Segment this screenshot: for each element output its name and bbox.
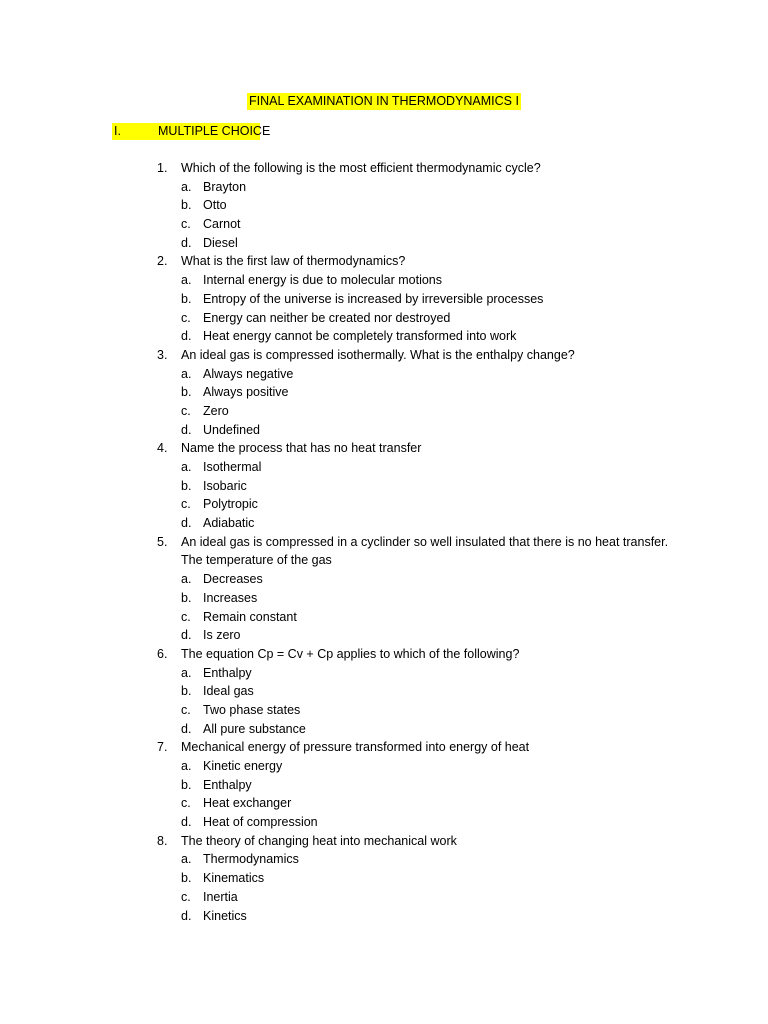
- option-text: Remain constant: [203, 609, 297, 624]
- section-heading: [112, 123, 271, 140]
- answer-option: [0, 178, 768, 197]
- option-text: Carnot: [203, 217, 241, 232]
- answer-option: [0, 271, 768, 290]
- answer-option: [0, 570, 768, 589]
- question-item: [0, 159, 768, 178]
- option-text: Energy can neither be created nor destroyed: [203, 310, 451, 325]
- option-letter: a.: [181, 179, 192, 194]
- option-text: Two phase states: [203, 702, 301, 717]
- answer-option: [0, 589, 768, 608]
- answer-option: [0, 383, 768, 402]
- option-letter: d.: [181, 422, 192, 437]
- question-text: An ideal gas is compressed isothermally. What is the enthalpy change?: [181, 347, 575, 362]
- option-letter: c.: [181, 889, 191, 904]
- option-letter: a.: [181, 273, 192, 288]
- option-letter: a.: [181, 572, 192, 587]
- answer-option: [0, 495, 768, 514]
- option-text: Is zero: [203, 628, 241, 643]
- option-text: Isothermal: [203, 460, 262, 474]
- option-letter: a.: [181, 460, 192, 474]
- question-item: [0, 738, 768, 757]
- option-text: Undefined: [203, 422, 260, 437]
- option-text: Adiabatic: [203, 516, 255, 531]
- option-letter: c.: [181, 609, 191, 624]
- answer-option: [0, 290, 768, 309]
- answer-option: [0, 608, 768, 627]
- option-letter: c.: [181, 796, 191, 811]
- option-letter: d.: [181, 908, 192, 923]
- answer-option: [0, 626, 768, 645]
- option-letter: b.: [181, 478, 192, 493]
- question-item: [0, 533, 768, 552]
- answer-option: [0, 402, 768, 421]
- option-text: Kinetic energy: [203, 759, 283, 773]
- option-text: Kinematics: [203, 871, 265, 886]
- option-text: Heat exchanger: [203, 796, 292, 811]
- option-text: Always negative: [203, 366, 294, 381]
- option-text: All pure substance: [203, 721, 306, 736]
- option-letter: a.: [181, 366, 192, 381]
- answer-option: [0, 327, 768, 346]
- option-letter: a.: [181, 852, 192, 867]
- option-letter: d.: [181, 628, 192, 643]
- option-text: Heat energy cannot be completely transformed into work: [203, 329, 517, 344]
- answer-option: [0, 664, 768, 683]
- question-list: [0, 159, 768, 925]
- option-text: Ideal gas: [203, 684, 254, 699]
- answer-option: [0, 477, 768, 496]
- option-text: Internal energy is due to molecular motions: [203, 273, 443, 288]
- answer-option: [0, 365, 768, 384]
- title-container: [0, 93, 768, 110]
- answer-option: [0, 514, 768, 533]
- option-text: Enthalpy: [203, 777, 252, 792]
- answer-option: [0, 776, 768, 795]
- question-text: Name the process that has no heat transfer: [181, 441, 422, 456]
- option-text: Increases: [203, 590, 258, 605]
- option-text: Inertia: [203, 889, 238, 904]
- answer-option: [0, 458, 768, 477]
- option-letter: c.: [181, 217, 191, 232]
- question-item: [0, 252, 768, 271]
- answer-option: [0, 850, 768, 869]
- question-number: 4.: [157, 441, 168, 456]
- question-text: An ideal gas is compressed in a cyclinder so well insulated that there is no heat transfer.: [181, 534, 669, 549]
- option-letter: c.: [181, 310, 191, 325]
- option-text: Polytropic: [203, 497, 258, 512]
- question-item: [0, 645, 768, 664]
- option-text: Heat of compression: [203, 815, 318, 830]
- question-text: Mechanical energy of pressure transformed into energy of heat: [181, 740, 530, 755]
- option-letter: b.: [181, 871, 192, 886]
- exam-title: FINAL EXAMINATION IN THERMODYNAMICS I: [249, 94, 519, 108]
- question-number: 2.: [157, 254, 168, 269]
- option-text: Diesel: [203, 235, 238, 250]
- answer-option: [0, 720, 768, 739]
- question-number: 3.: [157, 347, 168, 362]
- question-text: The equation Cp = Cv + Cp applies to which of the following?: [181, 646, 520, 661]
- option-letter: b.: [181, 590, 192, 605]
- question-text: The theory of changing heat into mechanical work: [181, 833, 457, 848]
- answer-option: [0, 421, 768, 440]
- answer-option: [0, 813, 768, 832]
- answer-option: [0, 757, 768, 776]
- option-text: Zero: [203, 403, 229, 418]
- option-letter: b.: [181, 684, 192, 699]
- answer-option: [0, 309, 768, 328]
- option-text: Enthalpy: [203, 665, 252, 680]
- option-text: Isobaric: [203, 478, 247, 493]
- option-letter: b.: [181, 198, 192, 213]
- option-text: Decreases: [203, 572, 263, 587]
- option-letter: d.: [181, 721, 192, 736]
- option-letter: a.: [181, 759, 192, 773]
- option-letter: d.: [181, 329, 192, 344]
- answer-option: [0, 907, 768, 926]
- option-letter: c.: [181, 702, 191, 717]
- option-text: Always positive: [203, 385, 289, 400]
- answer-option: [0, 196, 768, 215]
- answer-option: [0, 701, 768, 720]
- question-number: 1.: [157, 161, 168, 175]
- answer-option: [0, 888, 768, 907]
- question-number: 7.: [157, 740, 168, 755]
- answer-option: [0, 215, 768, 234]
- section-number: I.: [114, 124, 121, 138]
- question-continuation: [0, 551, 768, 570]
- question-number: 8.: [157, 833, 168, 848]
- option-letter: c.: [181, 497, 191, 512]
- question-number: 5.: [157, 534, 168, 549]
- option-letter: b.: [181, 291, 192, 306]
- question-text: The temperature of the gas: [181, 553, 332, 568]
- option-letter: d.: [181, 815, 192, 830]
- option-text: Brayton: [203, 179, 247, 194]
- option-text: Entropy of the universe is increased by irreversible processes: [203, 291, 544, 306]
- answer-option: [0, 869, 768, 888]
- question-text: What is the first law of thermodynamics?: [181, 254, 406, 269]
- option-text: Kinetics: [203, 908, 247, 923]
- question-item: [0, 832, 768, 851]
- option-letter: a.: [181, 665, 192, 680]
- option-letter: b.: [181, 385, 192, 400]
- section-title: MULTIPLE CHOICE: [158, 124, 271, 138]
- question-item: [0, 346, 768, 365]
- option-text: Otto: [203, 198, 227, 213]
- option-letter: c.: [181, 403, 191, 418]
- question-item: [0, 439, 768, 458]
- question-text: Which of the following is the most efficient thermodynamic cycle?: [181, 161, 541, 175]
- answer-option: [0, 234, 768, 253]
- answer-option: [0, 682, 768, 701]
- option-letter: d.: [181, 516, 192, 531]
- answer-option: [0, 794, 768, 813]
- option-letter: d.: [181, 235, 192, 250]
- option-letter: b.: [181, 777, 192, 792]
- question-number: 6.: [157, 646, 168, 661]
- option-text: Thermodynamics: [203, 852, 299, 867]
